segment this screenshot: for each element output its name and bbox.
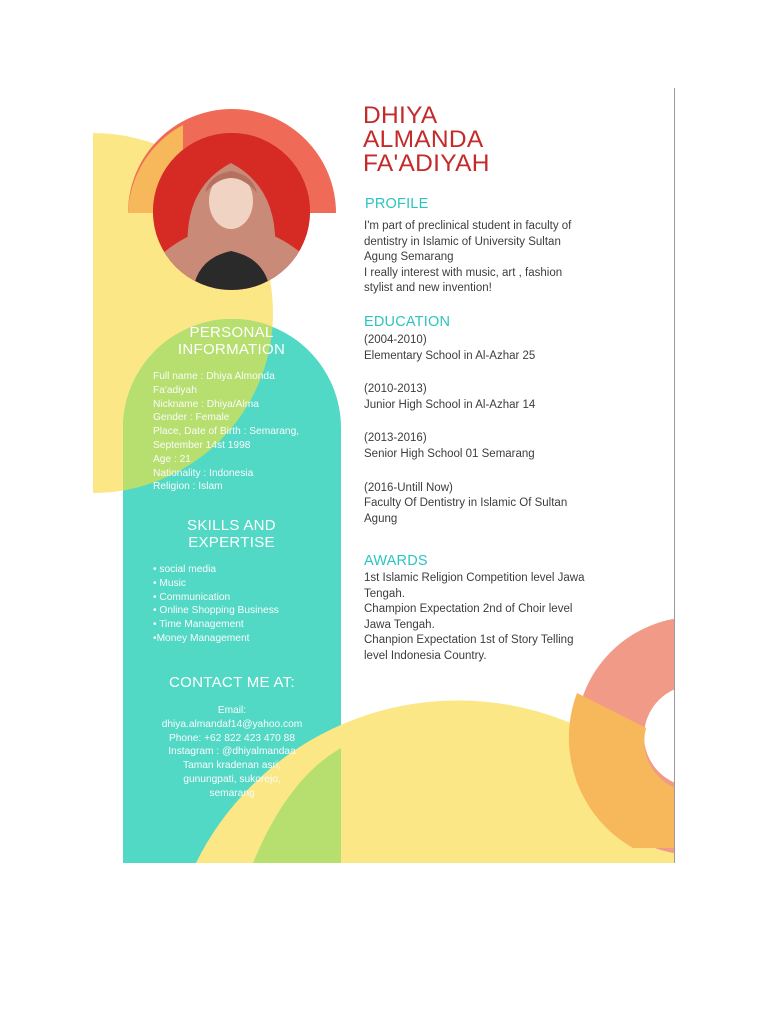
skills-title-line: SKILLS AND [187, 517, 276, 534]
award-line: Jawa Tengah. [364, 618, 435, 631]
education-school: Faculty Of Dentistry in Islamic Of Sultan [364, 497, 568, 510]
name-line: DHIYA [363, 102, 438, 129]
personal-info-title-line: INFORMATION [177, 341, 286, 358]
contact-address: gunungpati, sukorejo, [183, 773, 281, 785]
info-line: Gender : Female [153, 412, 230, 424]
info-line: Nationality : Indonesia [153, 467, 254, 479]
info-line: Age : 21 [153, 453, 191, 465]
education-list [364, 333, 664, 545]
education-school: Agung [364, 512, 398, 525]
skill-item: • social media [153, 564, 217, 575]
award-line: level Indonesia Country. [364, 649, 487, 662]
education-heading: EDUCATION [364, 314, 451, 330]
contact-email: dhiya.almandaf14@yahoo.com [161, 718, 303, 730]
education-item [364, 431, 664, 462]
info-line: Place, Date of Birth : Semarang, [153, 426, 300, 438]
award-line: Chanpion Expectation 1st of Story Telling [364, 634, 574, 647]
name-line: ALMANDA [363, 126, 484, 153]
contact-address: semarang [209, 787, 255, 799]
name-line: FA'ADIYAH [363, 150, 490, 177]
contact-address: Taman kradenan asri, [183, 760, 281, 772]
education-school: Junior High School in Al-Azhar 14 [364, 398, 536, 411]
person-photo-icon [153, 133, 310, 290]
skill-item: • Music [153, 577, 186, 589]
info-line: Full name : Dhiya Almonda [153, 371, 275, 382]
awards-list [364, 571, 664, 665]
education-school: Senior High School 01 Semarang [364, 447, 535, 460]
contact-instagram: Instagram : @dhiyalmandaa [168, 746, 296, 758]
contact-line: Email: [217, 705, 247, 716]
profile-line: Agung Semarang [364, 251, 454, 264]
education-years: (2013-2016) [364, 432, 427, 445]
profile-line: dentistry in Islamic of University Sultan [364, 235, 561, 248]
info-line: Fa'adiyah [153, 384, 197, 396]
education-years: (2016-Untill Now) [364, 481, 453, 494]
full-name [363, 104, 663, 176]
award-line: 1st Islamic Religion Competition level Jawa [364, 572, 585, 584]
award-line: Champion Expectation 2nd of Choir level [364, 603, 573, 616]
education-years: (2010-2013) [364, 383, 427, 396]
skill-item: • Online Shopping Business [153, 605, 279, 617]
skills-title-line: EXPERTISE [188, 534, 275, 551]
resume-page [93, 88, 675, 863]
awards-heading: AWARDS [364, 553, 428, 569]
award-line: Tengah. [364, 587, 405, 600]
contact-title: CONTACT ME AT: [169, 674, 295, 691]
profile-photo [153, 133, 310, 290]
skills-list [153, 563, 328, 646]
education-school: Elementary School in Al-Azhar 25 [364, 349, 536, 362]
skills-title [153, 517, 310, 551]
personal-info-list [153, 370, 328, 494]
education-item [364, 382, 664, 413]
personal-info-title [153, 324, 310, 358]
skill-item: •Money Management [153, 632, 250, 644]
profile-text [364, 219, 664, 297]
profile-line: stylist and new invention! [364, 282, 492, 295]
contact-list [123, 704, 341, 801]
contact-phone: Phone: +62 822 423 470 88 [168, 732, 296, 744]
info-line: Nickname : Dhiya/Alma [153, 398, 259, 410]
skill-item: • Time Management [153, 619, 244, 631]
profile-line: I'm part of preclinical student in faculty of [364, 220, 572, 232]
personal-info-title-line: PERSONAL [189, 324, 274, 341]
profile-line: I really interest with music, art , fashion [364, 266, 563, 279]
skill-item: • Communication [153, 591, 231, 603]
info-line: September 14st 1998 [153, 439, 251, 451]
education-item [364, 333, 664, 364]
info-line: Religion : Islam [153, 481, 223, 493]
profile-heading: PROFILE [365, 196, 429, 212]
education-years: (2004-2010) [364, 334, 427, 346]
education-item [364, 481, 664, 528]
